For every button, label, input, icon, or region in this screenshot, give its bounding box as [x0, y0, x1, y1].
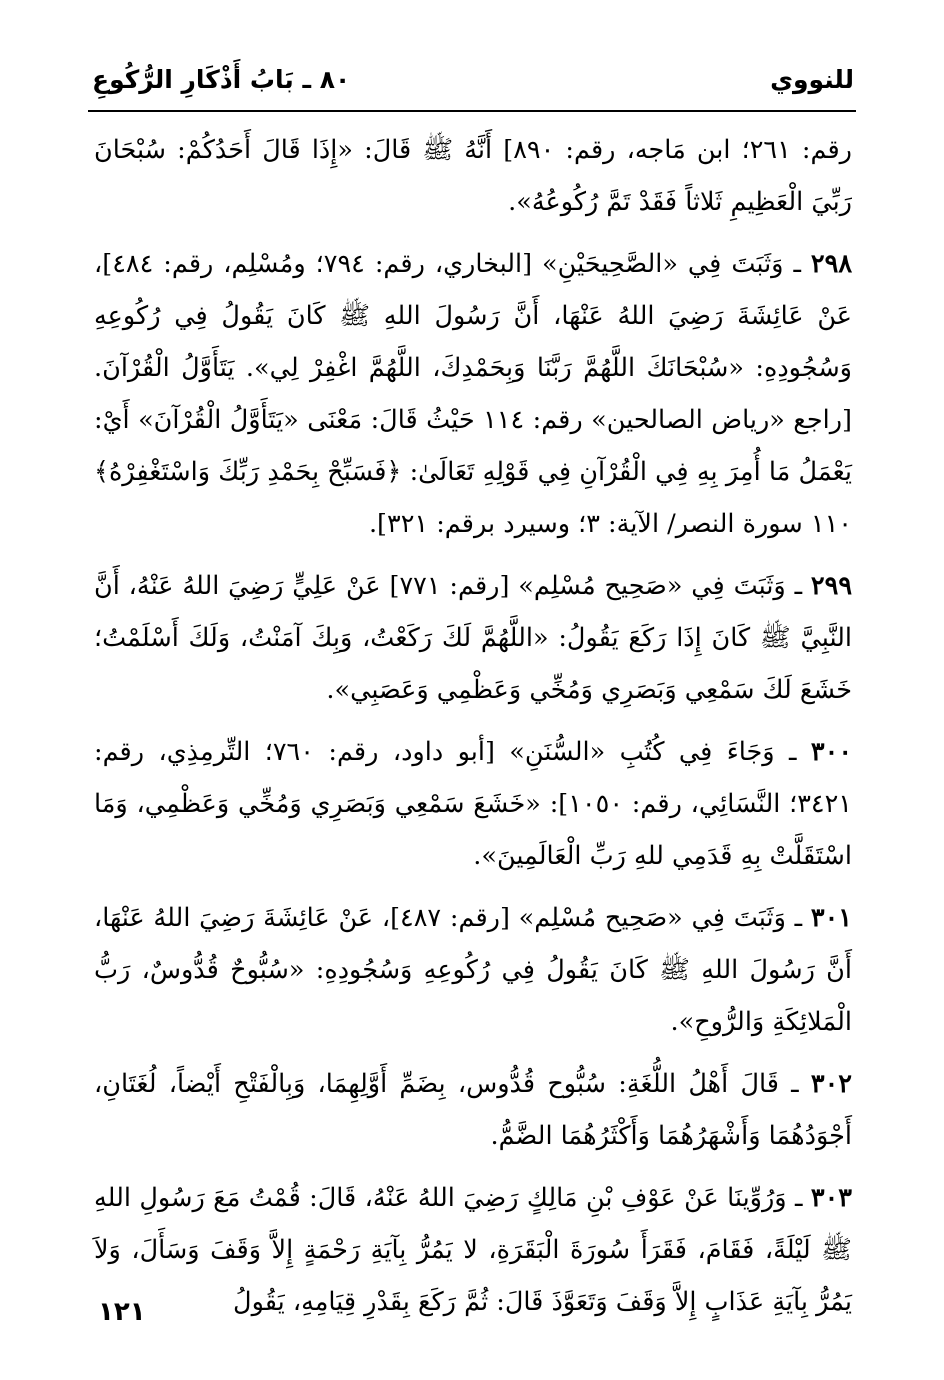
paragraph-continuation [94, 124, 852, 228]
main-text [94, 124, 852, 1338]
paragraph-text: ـ وَثَبَتَ فِي «صَحِيح مُسْلِم» [رقم: ٧٧١] عَنْ عَلِيٍّ رَضِيَ اللهُ عَنْهُ، أَنَّ النَّبِيَّ ﷺ كَانَ إِذَا رَكَعَ يَقُولُ: «اللَّهُمَّ لَكَ رَكَعْتُ، وَبِكَ آمَنْتُ، وَلَكَ أَسْلَمْتُ؛ خَشَعَ لَكَ سَمْعِي وَبَصَرِي وَمُخِّي وَعَظْمِي وَعَصَبِي». [94, 571, 852, 705]
paragraph-text: ـ وَرُوِّينَا عَنْ عَوْفِ بْنِ مَالِكٍ رَضِيَ اللهُ عَنْهُ، قَالَ: قُمْتُ مَعَ رَسُولِ اللهِ ﷺ لَيْلَةً، فَقَامَ، فَقَرَأَ سُورَةَ الْبَقَرَةِ، لا يَمُرُّ بِآيَةِ رَحْمَةٍ إِلاَّ وَقَفَ وَسَأَلَ، وَلاَ يَمُرُّ بِآيَةِ عَذَابٍ إِلاَّ وَقَفَ وَتَعَوَّذَ قَالَ: ثُمَّ رَكَعَ بِقَدْرِ قِيَامِهِ، يَقُولُ [94, 1183, 852, 1317]
header-chapter-title: ٨٠ ـ بَابُ أَذْكَارِ الرُّكُوعِ [92, 65, 351, 94]
paragraph-number: ٢٩٩ [810, 571, 853, 601]
running-header [92, 56, 854, 104]
paragraph-text: ـ وَثَبَتَ فِي «صَحِيح مُسْلِم» [رقم: ٤٨٧]، عَنْ عَائِشَةَ رَضِيَ اللهُ عَنْهَا، أَنَّ رَسُولَ اللهِ ﷺ كَانَ يَقُولُ فِي رُكُوعِهِ وَسُجُودِهِ: «سُبُّوحٌ قُدُّوسٌ، رَبُّ الْمَلائِكَةِ وَالرُّوحِ». [94, 903, 852, 1037]
paragraph-number: ٣٠١ [810, 903, 852, 933]
paragraph-299 [94, 560, 852, 716]
page-number: ١٢١ [98, 1297, 146, 1327]
paragraph-298 [94, 238, 852, 550]
paragraph-number: ٣٠٠ [810, 737, 853, 767]
paragraph-301 [94, 892, 852, 1048]
paragraph-text: رقم: ٢٦١؛ ابن مَاجه، رقم: ٨٩٠] أَنَّهُ ﷺ قَالَ: «إِذَا قَالَ أَحَدُكُمْ: سُبْحَانَ رَبِّيَ الْعَظِيمِ ثَلاثاً فَقَدْ تَمَّ رُكُوعُهُ». [94, 135, 852, 217]
paragraph-number: ٣٠٢ [810, 1069, 852, 1099]
header-rule [88, 110, 856, 112]
paragraph-text: ـ وَثَبَتَ فِي «الصَّحِيحَيْنِ» [البخاري، رقم: ٧٩٤؛ ومُسْلِم، رقم: ٤٨٤]، عَنْ عَائِشَةَ رَضِيَ اللهُ عَنْهَا، أَنَّ رَسُولَ اللهِ ﷺ كَانَ يَقُولُ فِي رُكُوعِهِ وَسُجُودِهِ: «سُبْحَانَكَ اللَّهُمَّ رَبَّنَا وَبِحَمْدِكَ، اللَّهُمَّ اغْفِرْ لِي». يَتَأَوَّلُ الْقُرْآنَ. [راجع «رياض الصالحين» رقم: ١١٤ حَيْثُ قَالَ: مَعْنَى «يَتَأَوَّلُ الْقُرْآنَ» أَيْ: يَعْمَلُ مَا أُمِرَ بِهِ فِي الْقُرْآنِ فِي قَوْلِهِ تَعَالَىٰ: ﴿فَسَبِّحْ بِحَمْدِ رَبِّكَ وَاسْتَغْفِرْهُ﴾ ١١٠ سورة النصر/ الآية: ٣؛ وسيرد برقم: ٣٢١]. [94, 249, 852, 539]
paragraph-text: ـ قَالَ أَهْلُ اللُّغَةِ: سُبُّوح قُدُّوس، بِضَمِّ أَوَّلِهِمَا، وَبِالْفَتْحِ أَيْضاً، لُغَتَانِ، أَجْوَدُهُمَا وَأَشْهَرُهُمَا وَأَكْثَرُهُمَا الضَّمُّ. [94, 1069, 852, 1151]
paragraph-302 [94, 1058, 852, 1162]
paragraph-number: ٢٩٨ [810, 249, 853, 279]
paragraph-number: ٣٠٣ [810, 1183, 852, 1213]
header-book-author: للنووي [770, 65, 854, 94]
paragraph-text: ـ وَجَاءَ فِي كُتُبِ «السُّنَنِ» [أبو داود، رقم: ٧٦٠؛ التِّرمِذِي، رقم: ٣٤٢١؛ النَّسَائِي، رقم: ١٠٥٠]: «خَشَعَ سَمْعِي وَبَصَرِي وَمُخِّي وَعَظْمِي، وَمَا اسْتَقَلَّتْ بِهِ قَدَمِي للهِ رَبِّ الْعَالَمِينَ». [94, 737, 852, 871]
paragraph-300 [94, 726, 852, 882]
